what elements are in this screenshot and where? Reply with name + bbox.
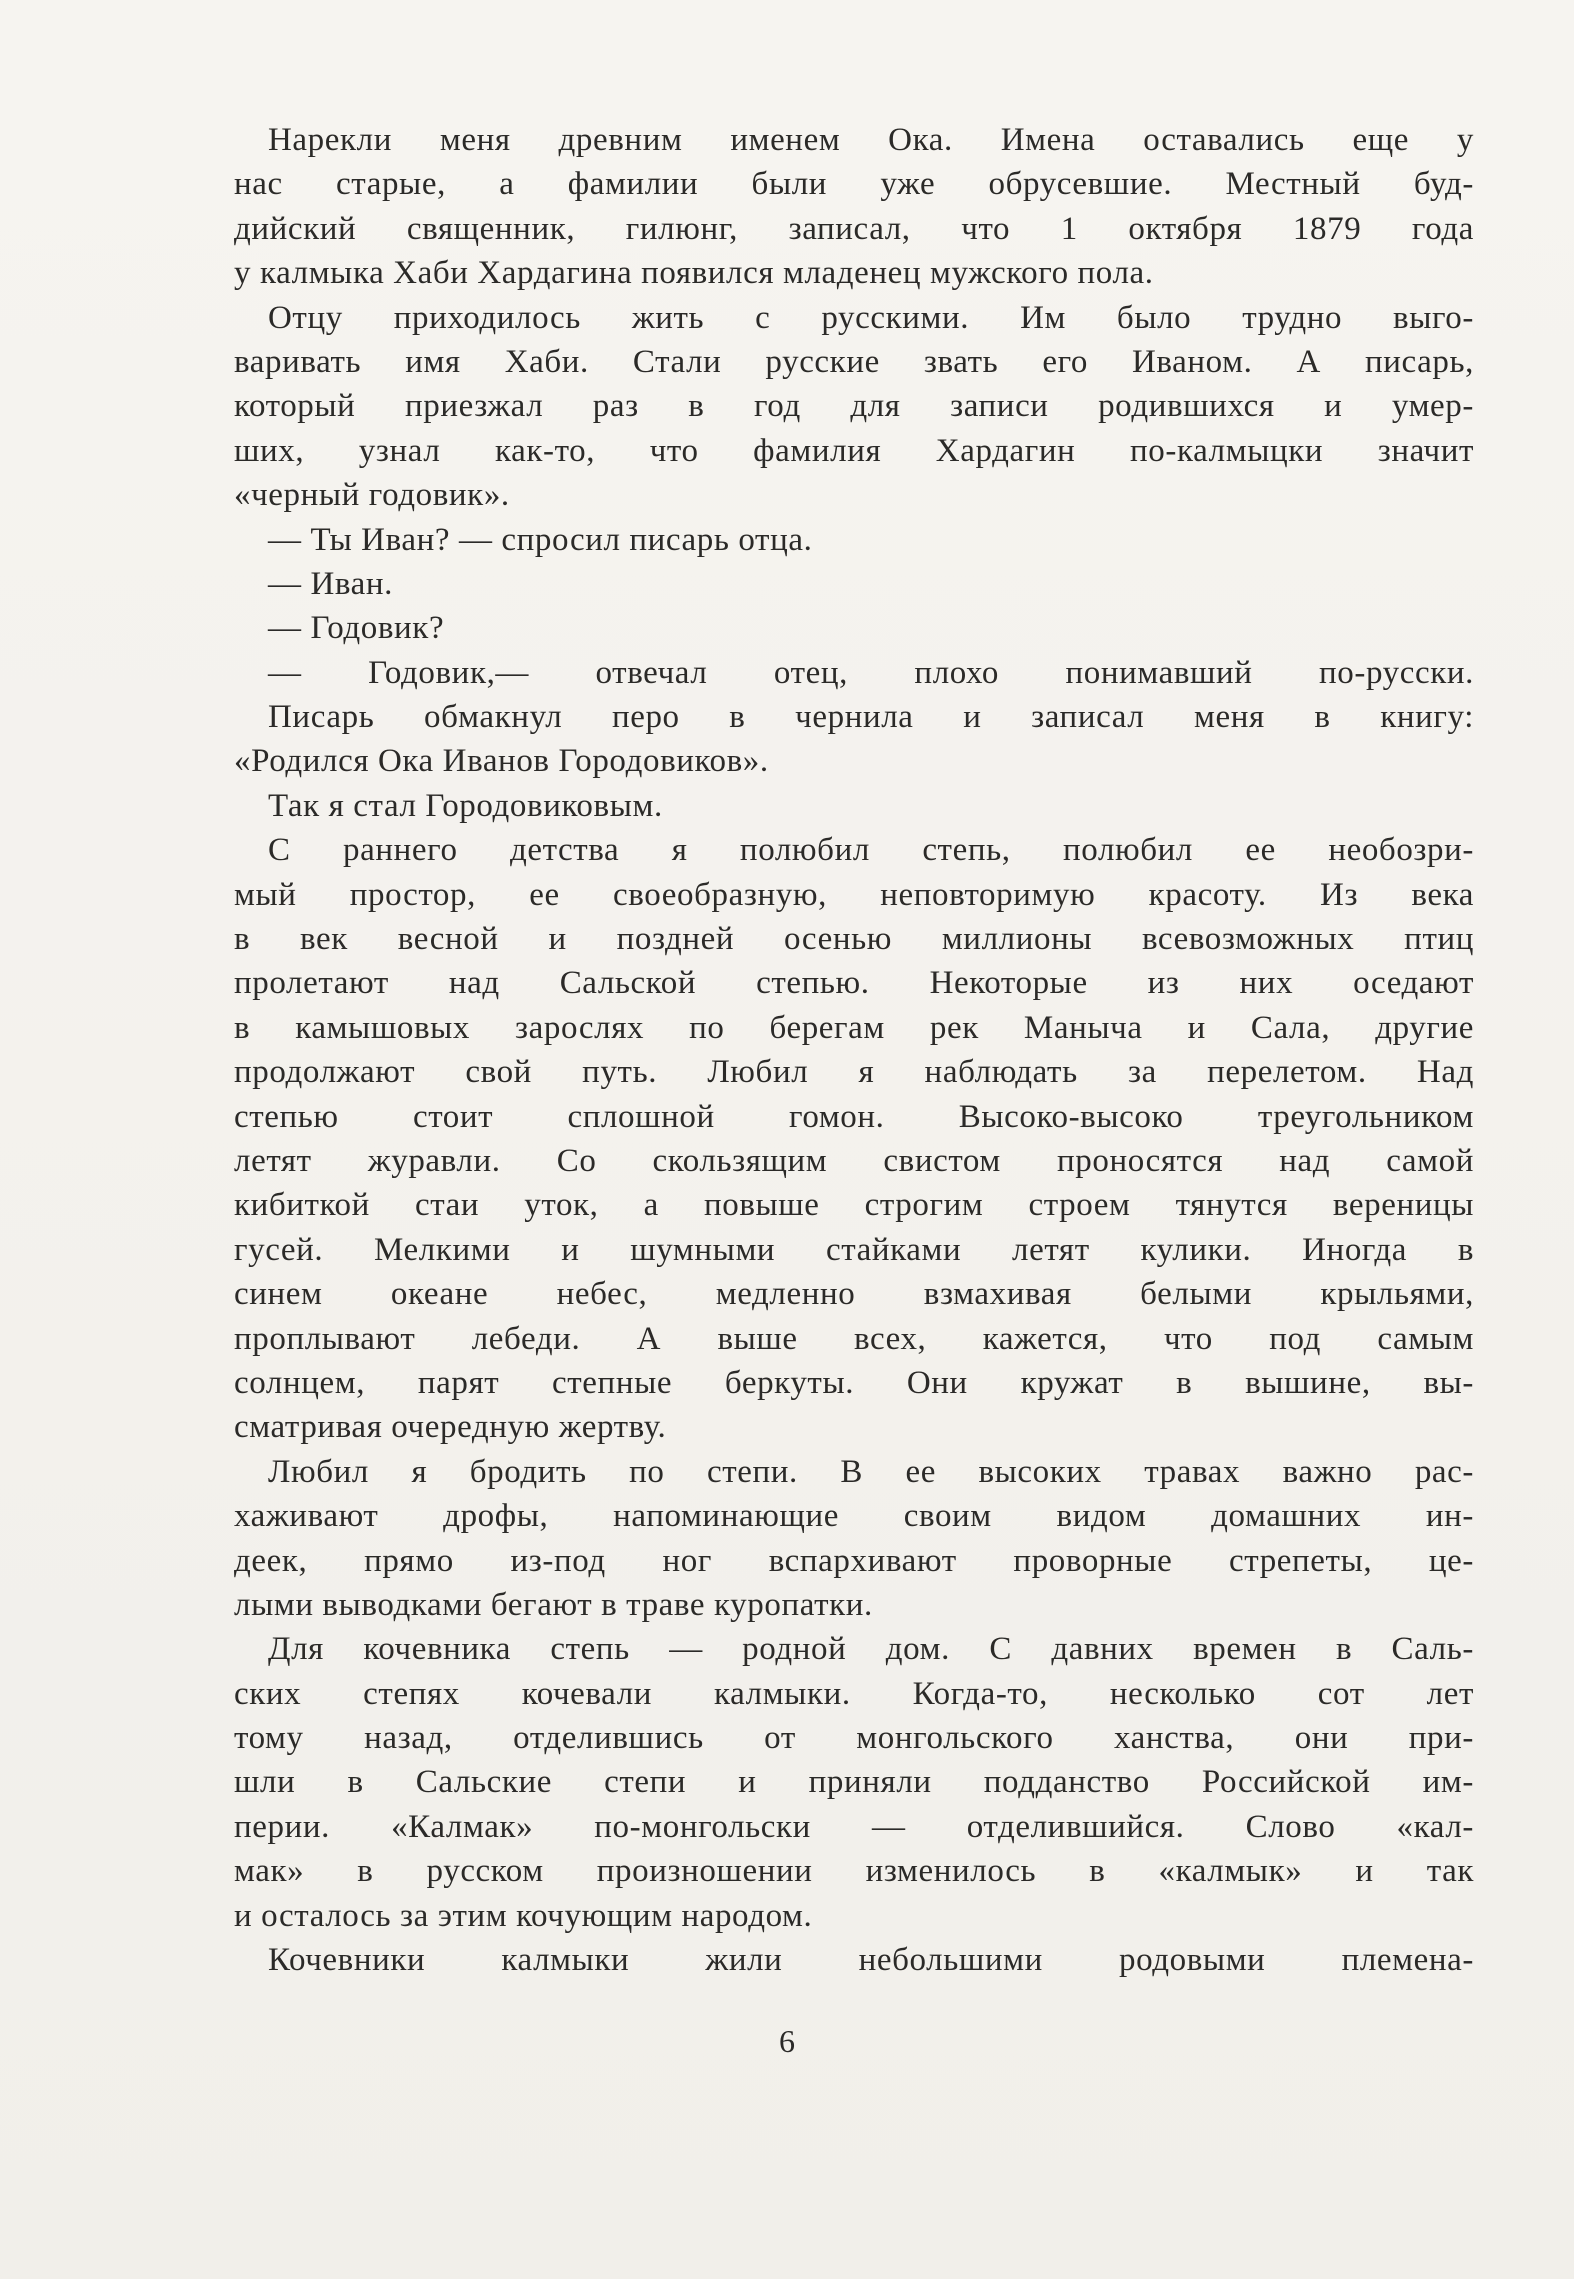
text-line: мак» в русском произношении изменилось в «калмык» и так <box>234 1853 1474 1890</box>
text-line: нас старые, а фамилии были уже обрусевшие. Местный буд- <box>234 166 1474 203</box>
text-line: летят журавли. Со скользящим свистом проносятся над самой <box>234 1142 1474 1179</box>
text-line: ских степях кочевали калмыки. Когда-то, несколько сот лет <box>234 1675 1474 1712</box>
text-line: Любил я бродить по степи. В ее высоких травах важно рас- <box>268 1453 1474 1490</box>
text-line: который приезжал раз в год для записи родившихся и умер- <box>234 388 1474 425</box>
text-line: Для кочевника степь — родной дом. С давних времен в Саль- <box>268 1631 1474 1668</box>
text-line: деек, прямо из-под ног вспархивают проворные стрепеты, це- <box>234 1542 1474 1579</box>
text-line: гусей. Мелкими и шумными стайками летят кулики. Иногда в <box>234 1231 1474 1268</box>
text-line: мый простор, ее своеобразную, неповторимую красоту. Из века <box>234 876 1474 913</box>
text-line: Отцу приходилось жить с русскими. Им было трудно выго- <box>268 299 1474 336</box>
text-line: продолжают свой путь. Любил я наблюдать за перелетом. Над <box>234 1054 1474 1091</box>
text-line: синем океане небес, медленно взмахивая белыми крыльями, <box>234 1276 1474 1313</box>
text-line: Кочевники калмыки жили небольшими родовыми племена- <box>268 1942 1474 1979</box>
text-line: «Родился Ока Иванов Городовиков». <box>234 743 769 780</box>
text-line: ших, узнал как-то, что фамилия Хардагин по-калмыцки значит <box>234 432 1474 469</box>
text-line: пролетают над Сальской степью. Некоторые из них оседают <box>234 965 1474 1002</box>
text-line: — Годовик,— отвечал отец, плохо понимавший по-русски. <box>268 654 1474 691</box>
text-line: в век весной и поздней осенью миллионы всевозможных птиц <box>234 921 1474 958</box>
text-line: С раннего детства я полюбил степь, полюбил ее необозри- <box>268 832 1474 869</box>
text-line: Писарь обмакнул перо в чернила и записал меня в книгу: <box>268 699 1474 736</box>
text-line: перии. «Калмак» по-монгольски — отделившийся. Слово «кал- <box>234 1808 1474 1845</box>
text-line: степью стоит сплошной гомон. Высоко-высоко треугольником <box>234 1098 1474 1135</box>
text-line: «черный годовик». <box>234 477 510 514</box>
body-text <box>234 118 1474 1982</box>
text-line: Нарекли меня древним именем Ока. Имена оставались еще у <box>268 122 1474 158</box>
text-line: проплывают лебеди. А выше всех, кажется, что под самым <box>234 1320 1474 1357</box>
text-line: хаживают дрофы, напоминающие своим видом домашних ин- <box>234 1498 1474 1535</box>
text-line: — Ты Иван? — спросил писарь отца. <box>268 521 813 558</box>
text-line: дийский священник, гилюнг, записал, что 1 октября 1879 года <box>234 210 1474 247</box>
text-line: шли в Сальские степи и приняли подданство Российской им- <box>234 1764 1474 1801</box>
text-line: — Годовик? <box>268 610 445 647</box>
text-line: сматривая очередную жертву. <box>234 1409 667 1446</box>
text-line: солнцем, парят степные беркуты. Они кружат в вышине, вы- <box>234 1364 1474 1401</box>
page-number: 6 <box>779 2023 795 2059</box>
text-line: у калмыка Хаби Хардагина появился младенец мужского пола. <box>234 255 1154 292</box>
text-line: и осталось за этим кочующим народом. <box>234 1897 813 1934</box>
text-line: тому назад, отделившись от монгольского ханства, они при- <box>234 1720 1474 1757</box>
text-line: — Иван. <box>268 565 393 602</box>
text-line: Так я стал Городовиковым. <box>268 787 663 824</box>
text-line: в камышовых зарослях по берегам рек Маныча и Сала, другие <box>234 1009 1474 1046</box>
text-line: варивать имя Хаби. Стали русские звать его Иваном. А писарь, <box>234 343 1474 380</box>
text-line: лыми выводками бегают в траве куропатки. <box>234 1586 873 1623</box>
text-line: кибиткой стаи уток, а повыше строгим строем тянутся вереницы <box>234 1187 1474 1224</box>
